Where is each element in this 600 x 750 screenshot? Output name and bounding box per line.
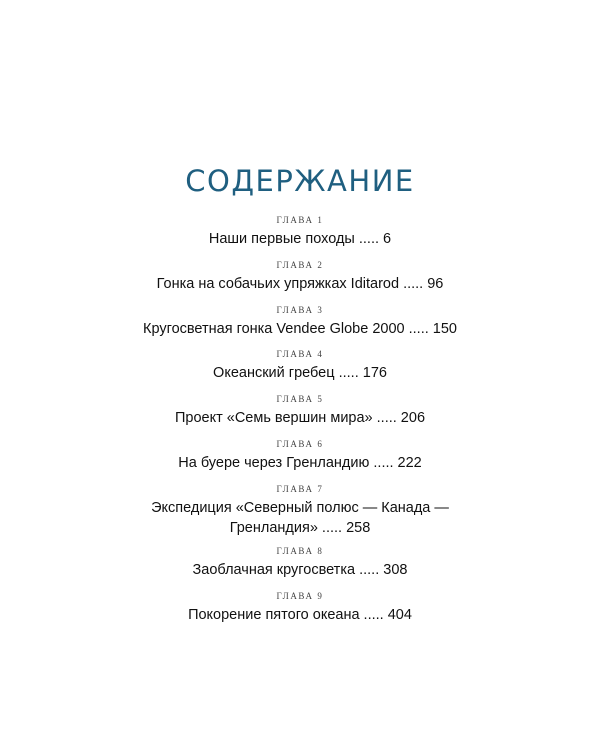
chapter-title: На буере через Гренландию ..... 222 [178, 455, 422, 471]
toc-entry-3 [100, 304, 500, 339]
toc-entry-5 [100, 393, 500, 428]
chapter-title: Наши первые походы ..... 6 [208, 231, 392, 247]
chapter-label: ГЛАВА 9 [276, 591, 324, 601]
chapter-label: ГЛАВА 4 [276, 349, 324, 359]
toc-entry-2 [100, 259, 500, 294]
chapter-title: Экспедиция «Северный полюс — Канада — [151, 500, 449, 516]
toc-entry-8 [100, 545, 500, 580]
chapter-title: Кругосветная гонка Vendee Globe 2000 ..... 150 [143, 321, 457, 337]
toc-heading: СОДЕРЖАНИЕ [185, 164, 415, 198]
toc-entry-1 [100, 214, 500, 249]
chapter-title: Гонка на собачьих упряжках Iditarod ..... 96 [156, 276, 444, 292]
chapter-label: ГЛАВА 1 [276, 215, 324, 225]
chapter-label: ГЛАВА 2 [276, 260, 324, 270]
chapter-label: ГЛАВА 3 [276, 305, 324, 315]
chapter-title: Покорение пятого океана ..... 404 [188, 607, 412, 623]
chapter-title-continued: Гренландия» ..... 258 [229, 520, 371, 536]
toc-entry-9 [100, 590, 500, 625]
chapter-label: ГЛАВА 8 [276, 546, 324, 556]
chapter-label: ГЛАВА 5 [276, 394, 324, 404]
toc-entry-7 [100, 483, 500, 538]
chapter-title: Проект «Семь вершин мира» ..... 206 [174, 410, 426, 426]
toc-entry-4 [100, 348, 500, 383]
chapter-title: Заоблачная кругосветка ..... 308 [192, 562, 408, 578]
toc-entry-6 [100, 438, 500, 473]
chapter-label: ГЛАВА 7 [276, 484, 324, 494]
chapter-title: Океанский гребец ..... 176 [213, 365, 387, 381]
chapter-label: ГЛАВА 6 [276, 439, 324, 449]
